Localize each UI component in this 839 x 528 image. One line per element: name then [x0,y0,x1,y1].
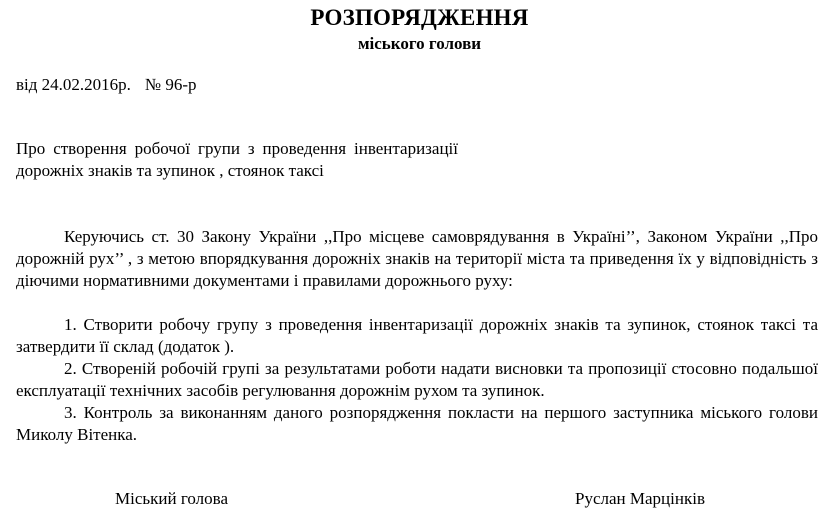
signature-position: Міський голова [115,489,228,508]
signature-name: Руслан Марцінків [575,489,705,508]
order-date-number [16,74,197,96]
order-date: від 24.02.2016р. [16,75,131,94]
order-number: № 96-р [144,75,197,94]
document-subtitle: міського голови [357,34,482,53]
order-subject: Про створення робочої групи з проведення інвентаризації дорожніх знаків та зупинок , стоянок таксі [16,139,458,180]
order-item-1: 1. Створити робочу групу з проведення інвентаризації дорожніх знаків та зупинок, стоянок таксі та затвердити її склад (додаток ). [16,315,818,356]
preamble-paragraph: Керуючись ст. 30 Закону України ,,Про місцеве самоврядування в Україні’’, Законом України ,,Про дорожній рух’’ , з метою впорядкування дорожніх знаків на території міста та приведення їх у відповідність з діючими нормативними документами і правилами дорожнього руху: [16,227,818,290]
document-title: РОЗПОРЯДЖЕННЯ [310,5,529,30]
order-body [16,226,818,446]
order-item-2: 2. Створеній робочій групі за результатами роботи надати висновки та пропозиції стосовно подальшої експлуатації технічних засобів регулювання дорожнім рухом та зупинок. [16,359,818,400]
order-item-3: 3. Контроль за виконанням даного розпорядження покласти на першого заступника міського голови Миколу Вітенка. [16,403,818,444]
